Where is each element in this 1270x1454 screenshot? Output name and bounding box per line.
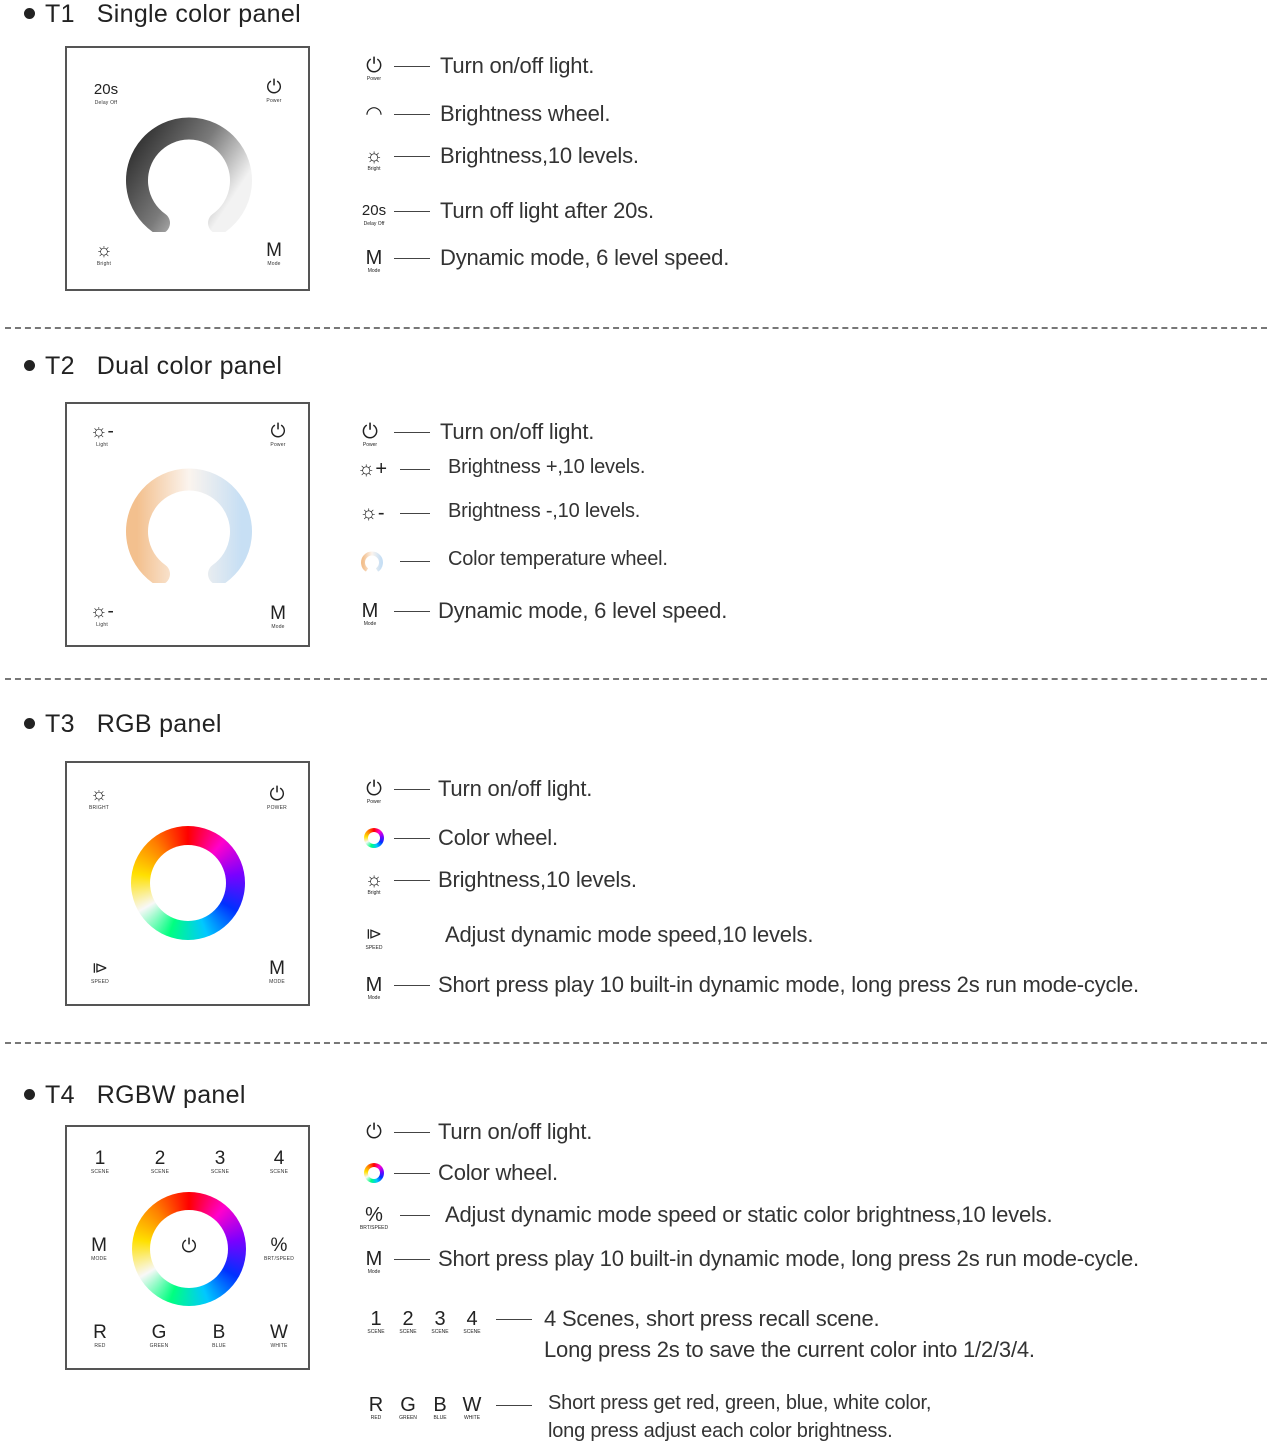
section-title: Single color panel bbox=[96, 0, 301, 28]
legend-text: Short press play 10 built-in dynamic mode, long press 2s run mode-cycle. bbox=[438, 1246, 1139, 1271]
legend-text: Color wheel. bbox=[438, 1160, 558, 1185]
mode-icon: M bbox=[361, 600, 379, 622]
rgbw-panel bbox=[65, 1125, 310, 1370]
scene-3-label: 3 bbox=[214, 1148, 226, 1169]
color-wheel[interactable] bbox=[131, 826, 245, 940]
sun-icon: ☼ bbox=[364, 869, 384, 891]
legend-text: Adjust dynamic mode speed or static color brightness,10 levels. bbox=[445, 1202, 1053, 1227]
power-button[interactable]: ⏻ Power bbox=[255, 78, 293, 104]
section-code: T2 bbox=[45, 352, 75, 380]
power-button[interactable]: ⏻ Power bbox=[259, 422, 297, 448]
delay-off-button[interactable]: 20s Delay Off bbox=[87, 80, 125, 106]
sun-icon: ☼ bbox=[90, 784, 108, 805]
colors-legend: R RED G GREEN B BLUE W WHITE Short press get red, green, blue, white color, long press adjust each color brightness. bbox=[368, 1392, 932, 1442]
delay-off-label: 20s bbox=[93, 81, 119, 98]
section-t3: T3 RGB panel ☼ BRIGHT ⏻ POWER ⧐ SPEED M MODE ⏻ Power Turn on/off light. Color wheel. ☼ Bright Brightness,10 levels. ⧐ SPEED Adjust dynamic mode speed,10 levels. M Mode Short press play 10 built-in dynamic mode, long press 2s run mode-cycle. bbox=[0, 706, 1270, 1026]
legend-text: Dynamic mode, 6 level speed. bbox=[438, 598, 728, 623]
percent-icon: % bbox=[270, 1235, 288, 1256]
legend-text: Brightness wheel. bbox=[440, 101, 611, 126]
scenes-legend: 1 SCENE 2 SCENE 3 SCENE 4 SCENE 4 Scenes, short press recall scene. Long press 2s to save the current color into 1/2/3/4. bbox=[367, 1306, 1035, 1362]
brt-speed-button[interactable]: % BRT/SPEED bbox=[257, 1236, 301, 1262]
scene-3-button[interactable]: 3 SCENE bbox=[205, 1149, 235, 1175]
wheel-icon: ◠ bbox=[365, 103, 383, 125]
section-heading bbox=[24, 1081, 246, 1110]
power-button[interactable]: ⏻ POWER bbox=[258, 785, 296, 811]
section-heading bbox=[24, 352, 282, 381]
legend-text: Short press play 10 built-in dynamic mode, long press 2s run mode-cycle. bbox=[438, 972, 1139, 997]
legend-text: Brightness,10 levels. bbox=[440, 143, 639, 168]
speed-icon: ⧐ bbox=[366, 926, 382, 943]
section-heading bbox=[24, 710, 222, 739]
dual-color-panel bbox=[65, 402, 310, 647]
legend-text: Color wheel. bbox=[438, 825, 558, 850]
legend-text: Turn off light after 20s. bbox=[440, 198, 654, 223]
legend-text: Turn on/off light. bbox=[438, 776, 593, 801]
brightness-up-button[interactable]: ☼- Light bbox=[83, 422, 121, 448]
power-icon: ⏻ bbox=[366, 778, 382, 800]
section-t1: T1 Single color panel 20s Delay Off ⏻ Power ☼ Bright M Mode ⏻ Power Turn on/off light. ◠ Brightness wheel. ☼ Bright Brightness,10 levels. 20s Delay Off Turn off light after 20s. M Mode Dynamic mode, 6 level speed. bbox=[0, 0, 1270, 320]
center-power-button[interactable] bbox=[171, 1237, 207, 1257]
bright-button[interactable]: ☼ BRIGHT bbox=[80, 785, 118, 811]
section-divider bbox=[5, 327, 1267, 329]
power-icon: ⏻ bbox=[266, 77, 282, 98]
section-divider bbox=[5, 1042, 1267, 1044]
green-label: G bbox=[151, 1322, 167, 1343]
section-code: T1 bbox=[45, 0, 75, 28]
mode-icon: M bbox=[269, 958, 285, 979]
section-divider bbox=[5, 678, 1267, 680]
blue-label: B bbox=[212, 1322, 226, 1343]
mode-button[interactable]: M MODE bbox=[258, 959, 296, 985]
bullet-icon bbox=[24, 8, 35, 19]
rgb-panel bbox=[65, 761, 310, 1006]
power-icon: ⏻ bbox=[269, 784, 285, 805]
scene-2-label: 2 bbox=[154, 1148, 166, 1169]
section-t2: T2 Dual color panel ☼- Light ⏻ Power ☼- Light M Mode ⏻ Power Turn on/off light. ☼+ Brightness +,10 levels. ☼- Brightness -,10 levels. Color temperature wheel. M Mode Dynamic mode, 6 level speed. bbox=[0, 350, 1270, 670]
legend-text: Dynamic mode, 6 level speed. bbox=[440, 245, 730, 270]
brightness-down-button[interactable]: ☼- Light bbox=[83, 602, 121, 628]
blue-button[interactable]: B BLUE bbox=[204, 1323, 234, 1349]
sun-plus-icon: ☼+ bbox=[356, 458, 387, 480]
legend-text: Turn on/off light. bbox=[438, 1119, 593, 1144]
section-title: RGB panel bbox=[96, 710, 222, 738]
mode-icon: M bbox=[365, 247, 383, 269]
bullet-icon bbox=[24, 1089, 35, 1100]
scene-4-label: 4 bbox=[273, 1148, 285, 1169]
legend-text: Turn on/off light. bbox=[440, 53, 595, 78]
power-icon: ⏻ bbox=[270, 421, 286, 442]
red-button[interactable]: R RED bbox=[85, 1323, 115, 1349]
mode-icon: M bbox=[266, 240, 282, 261]
speed-button[interactable]: ⧐ SPEED bbox=[81, 959, 119, 985]
bullet-icon bbox=[24, 718, 35, 729]
speed-icon: ⧐ bbox=[92, 960, 108, 977]
mode-button[interactable]: M Mode bbox=[255, 241, 293, 267]
legend-text: Brightness -,10 levels. bbox=[448, 500, 641, 522]
sun-icon: ☼ bbox=[364, 145, 384, 167]
section-code: T4 bbox=[45, 1081, 75, 1109]
section-t4: T4 RGBW panel 1 SCENE 2 SCENE 3 SCENE 4 SCENE M MODE ⏻ % BRT/SPEED R RED G GREEN B BLUE W WHITE ⏻ Turn on/off light. Color wheel. % BRT/SPEED Adjust dynamic mode speed or static color brightness,10 levels. M Mode Short press play 10 built-in dynamic mode, long press 2s run mode-cycle. 1 SCENE 2 SCENE 3 SCENE 4 SCENE 4 Scenes, short press recall scene. Long press 2s to save the current color into 1/2/3/4. R RED G GREEN B BLUE W WHITE Short press get red, green, blue, white color, long press adjust each color brightness. bbox=[0, 1078, 1270, 1454]
percent-icon: % bbox=[365, 1204, 383, 1226]
legend-text: Brightness +,10 levels. bbox=[448, 456, 646, 478]
mode-button[interactable]: M MODE bbox=[81, 1236, 117, 1262]
power-icon: ⏻ bbox=[181, 1236, 197, 1257]
temperature-wheel-icon bbox=[360, 550, 384, 574]
power-icon: ⏻ bbox=[362, 421, 378, 443]
legend-text: Turn on/off light. bbox=[440, 419, 595, 444]
section-heading bbox=[24, 0, 301, 29]
sun-minus-icon: ☼- bbox=[359, 502, 385, 524]
white-label: W bbox=[270, 1322, 288, 1343]
green-button[interactable]: G GREEN bbox=[144, 1323, 174, 1349]
bright-button[interactable]: ☼ Bright bbox=[85, 241, 123, 267]
section-title: Dual color panel bbox=[96, 352, 283, 380]
scenes-text-line2: Long press 2s to save the current color into 1/2/3/4. bbox=[544, 1337, 1035, 1362]
section-title: RGBW panel bbox=[96, 1081, 246, 1109]
color-temperature-wheel[interactable] bbox=[124, 459, 254, 583]
bullet-icon bbox=[24, 360, 35, 371]
sun-icon: ☼ bbox=[95, 240, 113, 261]
mode-icon: M bbox=[365, 974, 383, 996]
sun-icon: ☼- bbox=[90, 421, 114, 442]
scene-1-label: 1 bbox=[94, 1148, 106, 1169]
scene-2-button[interactable]: 2 SCENE bbox=[145, 1149, 175, 1175]
scenes-text-line1: 4 Scenes, short press recall scene. bbox=[544, 1306, 880, 1331]
color-wheel-icon bbox=[364, 1163, 384, 1183]
legend-text: Adjust dynamic mode speed,10 levels. bbox=[445, 922, 814, 947]
red-label: R bbox=[93, 1322, 107, 1343]
legend-text: Brightness,10 levels. bbox=[438, 867, 637, 892]
scene-4-button[interactable]: 4 SCENE bbox=[264, 1149, 294, 1175]
colors-text-line1: Short press get red, green, blue, white color, bbox=[548, 1392, 932, 1414]
section-code: T3 bbox=[45, 710, 75, 738]
white-button[interactable]: W WHITE bbox=[264, 1323, 294, 1349]
single-color-panel bbox=[65, 46, 310, 291]
scene-1-button[interactable]: 1 SCENE bbox=[85, 1149, 115, 1175]
power-icon: ⏻ bbox=[366, 55, 382, 77]
color-wheel-icon bbox=[364, 828, 384, 848]
mode-icon: M bbox=[365, 1248, 383, 1270]
delay-off-icon: 20s bbox=[361, 202, 387, 219]
brightness-wheel[interactable] bbox=[124, 108, 254, 232]
colors-text-line2: long press adjust each color brightness. bbox=[548, 1420, 893, 1442]
mode-icon: M bbox=[91, 1235, 107, 1256]
power-icon: ⏻ bbox=[366, 1121, 382, 1143]
legend-text: Color temperature wheel. bbox=[448, 548, 668, 570]
mode-button[interactable]: M Mode bbox=[259, 604, 297, 630]
mode-icon: M bbox=[270, 603, 286, 624]
sun-icon: ☼- bbox=[90, 601, 114, 622]
